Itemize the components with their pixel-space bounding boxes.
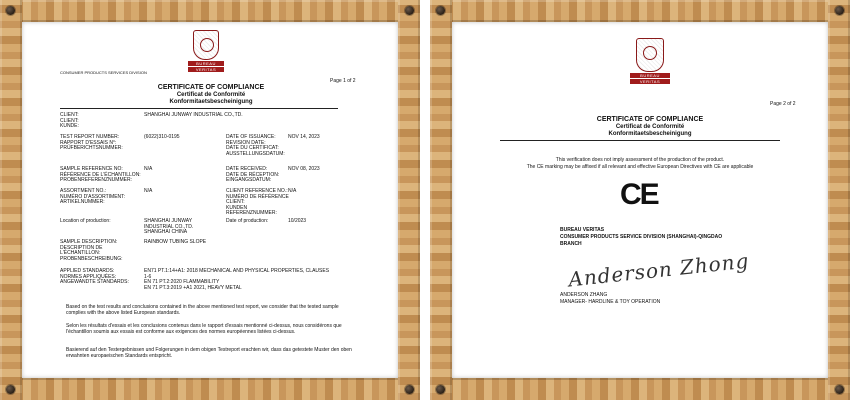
certificate-frame-page-2 [430,0,850,400]
logo-text-bureau: BUREAU [188,61,224,66]
nail-icon [436,385,445,394]
page-number: Page 1 of 2 [330,78,356,84]
logo-text-bureau: BUREAU [630,73,670,78]
company-division: CONSUMER PRODUCTS SERVICE DIVISION (SHANGHAI)-QINGDAO [560,234,723,240]
company-name: BUREAU VERITAS [560,227,605,233]
client-reference-labels: CLIENT REFERENCE NO.: NUMÉRO DE RÉFÉRENCE CLIENT: KUNDEN REFERENZNUMMER: [226,188,289,217]
location-label: Location of production: [60,218,111,224]
applied-standards-value: EN71 PT.1:14+A1: 2018 MECHANICAL AND PHYSICAL PROPERTIES, CLAUSES 1-6 EN 71 PT.2:2020 FLAMMABILITY EN 71 PT.3:2019 +A1 2021, HEAVY METAL [144,268,330,291]
seal-icon [193,30,219,60]
date-received-value: NOV 08, 2023 [288,166,320,172]
title-divider [60,108,338,109]
assortment-labels: ASSORTMENT NO.: NUMÉRO D'ASSORTIMENT: ARTIKELNUMMER: [60,188,126,206]
report-number-labels: TEST REPORT NUMBER: RAPPORT D'ESSAIS N°: PRÜFBERICHTSNUMMER: [60,134,123,152]
report-number-value: (6022)310-0195 [144,134,180,140]
frame-left-bar [430,0,452,400]
issuance-date-value: NOV 14, 2023 [288,134,320,140]
production-date-label: Date of production: [226,218,269,224]
frame-top-bar [430,0,850,22]
certificate-title-en: CERTIFICATE OF COMPLIANCE [157,84,265,91]
certificate-title-fr: Certificat de Conformité [176,92,246,98]
conclusion-paragraph-fr: Selon les résultats d'essais et les conclusions contenus dans le rapport d'essais mentionné ci-dessus, nous considérons que l'échantillon soumis aux essais est conforme aux exigences des normes européennes listées ci-dessus. [66,323,342,335]
title-divider [500,140,780,141]
logo-text-veritas: VERITAS [630,79,670,84]
signer-title: MANAGER- HARDLINE & TOY OPERATION [560,299,661,305]
certificate-title-de: Konformitaetsbescheinigung [608,131,692,137]
bureau-veritas-logo [188,30,224,72]
sample-description-value: RAINBOW TUBING SLOPE [144,239,207,245]
nail-icon [6,385,15,394]
sample-reference-value: N/A [144,166,153,172]
bureau-veritas-logo [630,38,670,84]
conclusion-paragraph-de: Basierend auf den Testergebnissen und Folgerungen in dem obigen Testreport erachten wir, dass das getestete Muster den oben erwahnten europaeischen Standards entspricht. [66,347,352,359]
client-value: SHANGHAI JUNWAY INDUSTRIAL CO.,TD. [144,112,243,118]
nail-icon [436,6,445,15]
issuance-date-labels: DATE OF ISSUANCE: REVISION DATE: DATE DU CERTIFICAT: AUSSTELLUNGSDATUM: [226,134,285,157]
frame-top-bar [0,0,420,22]
sample-description-labels: SAMPLE DESCRIPTION: DESCRIPTION DE L'ÉCHANTILLON: PROBENBESCHREIBUNG: [60,239,123,262]
nail-icon [835,385,844,394]
frame-bottom-bar [0,378,420,400]
frame-bottom-bar [430,378,850,400]
applied-standards-labels: APPLIED STANDARDS: NORMES APPLIQUÉES: ANGEWANDTE STANDARDS: [60,268,129,286]
conclusion-paragraph-en: Based on the test results and conclusions contained in the above mentioned test report, we consider that the tested sample complies with the above listed European standards. [66,304,339,316]
frame-right-bar [398,0,420,400]
frame-left-bar [0,0,22,400]
page-number: Page 2 of 2 [770,101,796,107]
signer-name: ANDERSON ZHANG [560,292,608,298]
location-value: SHANGHAI JUNWAY INDUSTRIAL CO.,TD. SHANGHAI CHINA [144,218,194,236]
company-branch: BRANCH [560,241,582,247]
verification-note: This verification does not imply assessment of the production of the product. [555,157,725,163]
sample-reference-labels: SAMPLE REFERENCE NO: RÉFÉRENCE DE L'ÉCHANTILLON: PROBENREFERENZNUMMER: [60,166,141,184]
certificate-title-fr: Certificat de Conformité [615,124,685,130]
division-label: CONSUMER PRODUCTS SERVICES DIVISION [60,70,147,75]
assortment-value: N/A [144,188,153,194]
ce-marking-note: The CE marking may be affixed if all relevant and effective European Directives with CE are applicable [526,164,754,170]
logo-text-veritas: VERITAS [188,67,224,72]
client-labels: CLIENT: CLIENT: KUNDE: [60,112,79,130]
nail-icon [6,6,15,15]
ce-mark-icon: CE [620,178,658,211]
nail-icon [405,385,414,394]
nail-icon [405,6,414,15]
production-date-value: 10/2023 [288,218,307,224]
signature: Anderson Zhong [567,248,751,292]
certificate-page-2 [452,22,828,378]
seal-icon [636,38,664,72]
frame-right-bar [828,0,850,400]
nail-icon [835,6,844,15]
certificate-title-de: Konformitaetsbescheinigung [169,99,253,105]
certificate-title-en: CERTIFICATE OF COMPLIANCE [596,116,704,123]
date-received-labels: DATE RECEIVED: DATE DE RÉCEPTION: EINGANGSDATUM: [226,166,280,184]
certificate-page-1 [22,22,398,378]
client-reference-value: N/A [288,188,297,194]
certificate-frame-page-1 [0,0,420,400]
